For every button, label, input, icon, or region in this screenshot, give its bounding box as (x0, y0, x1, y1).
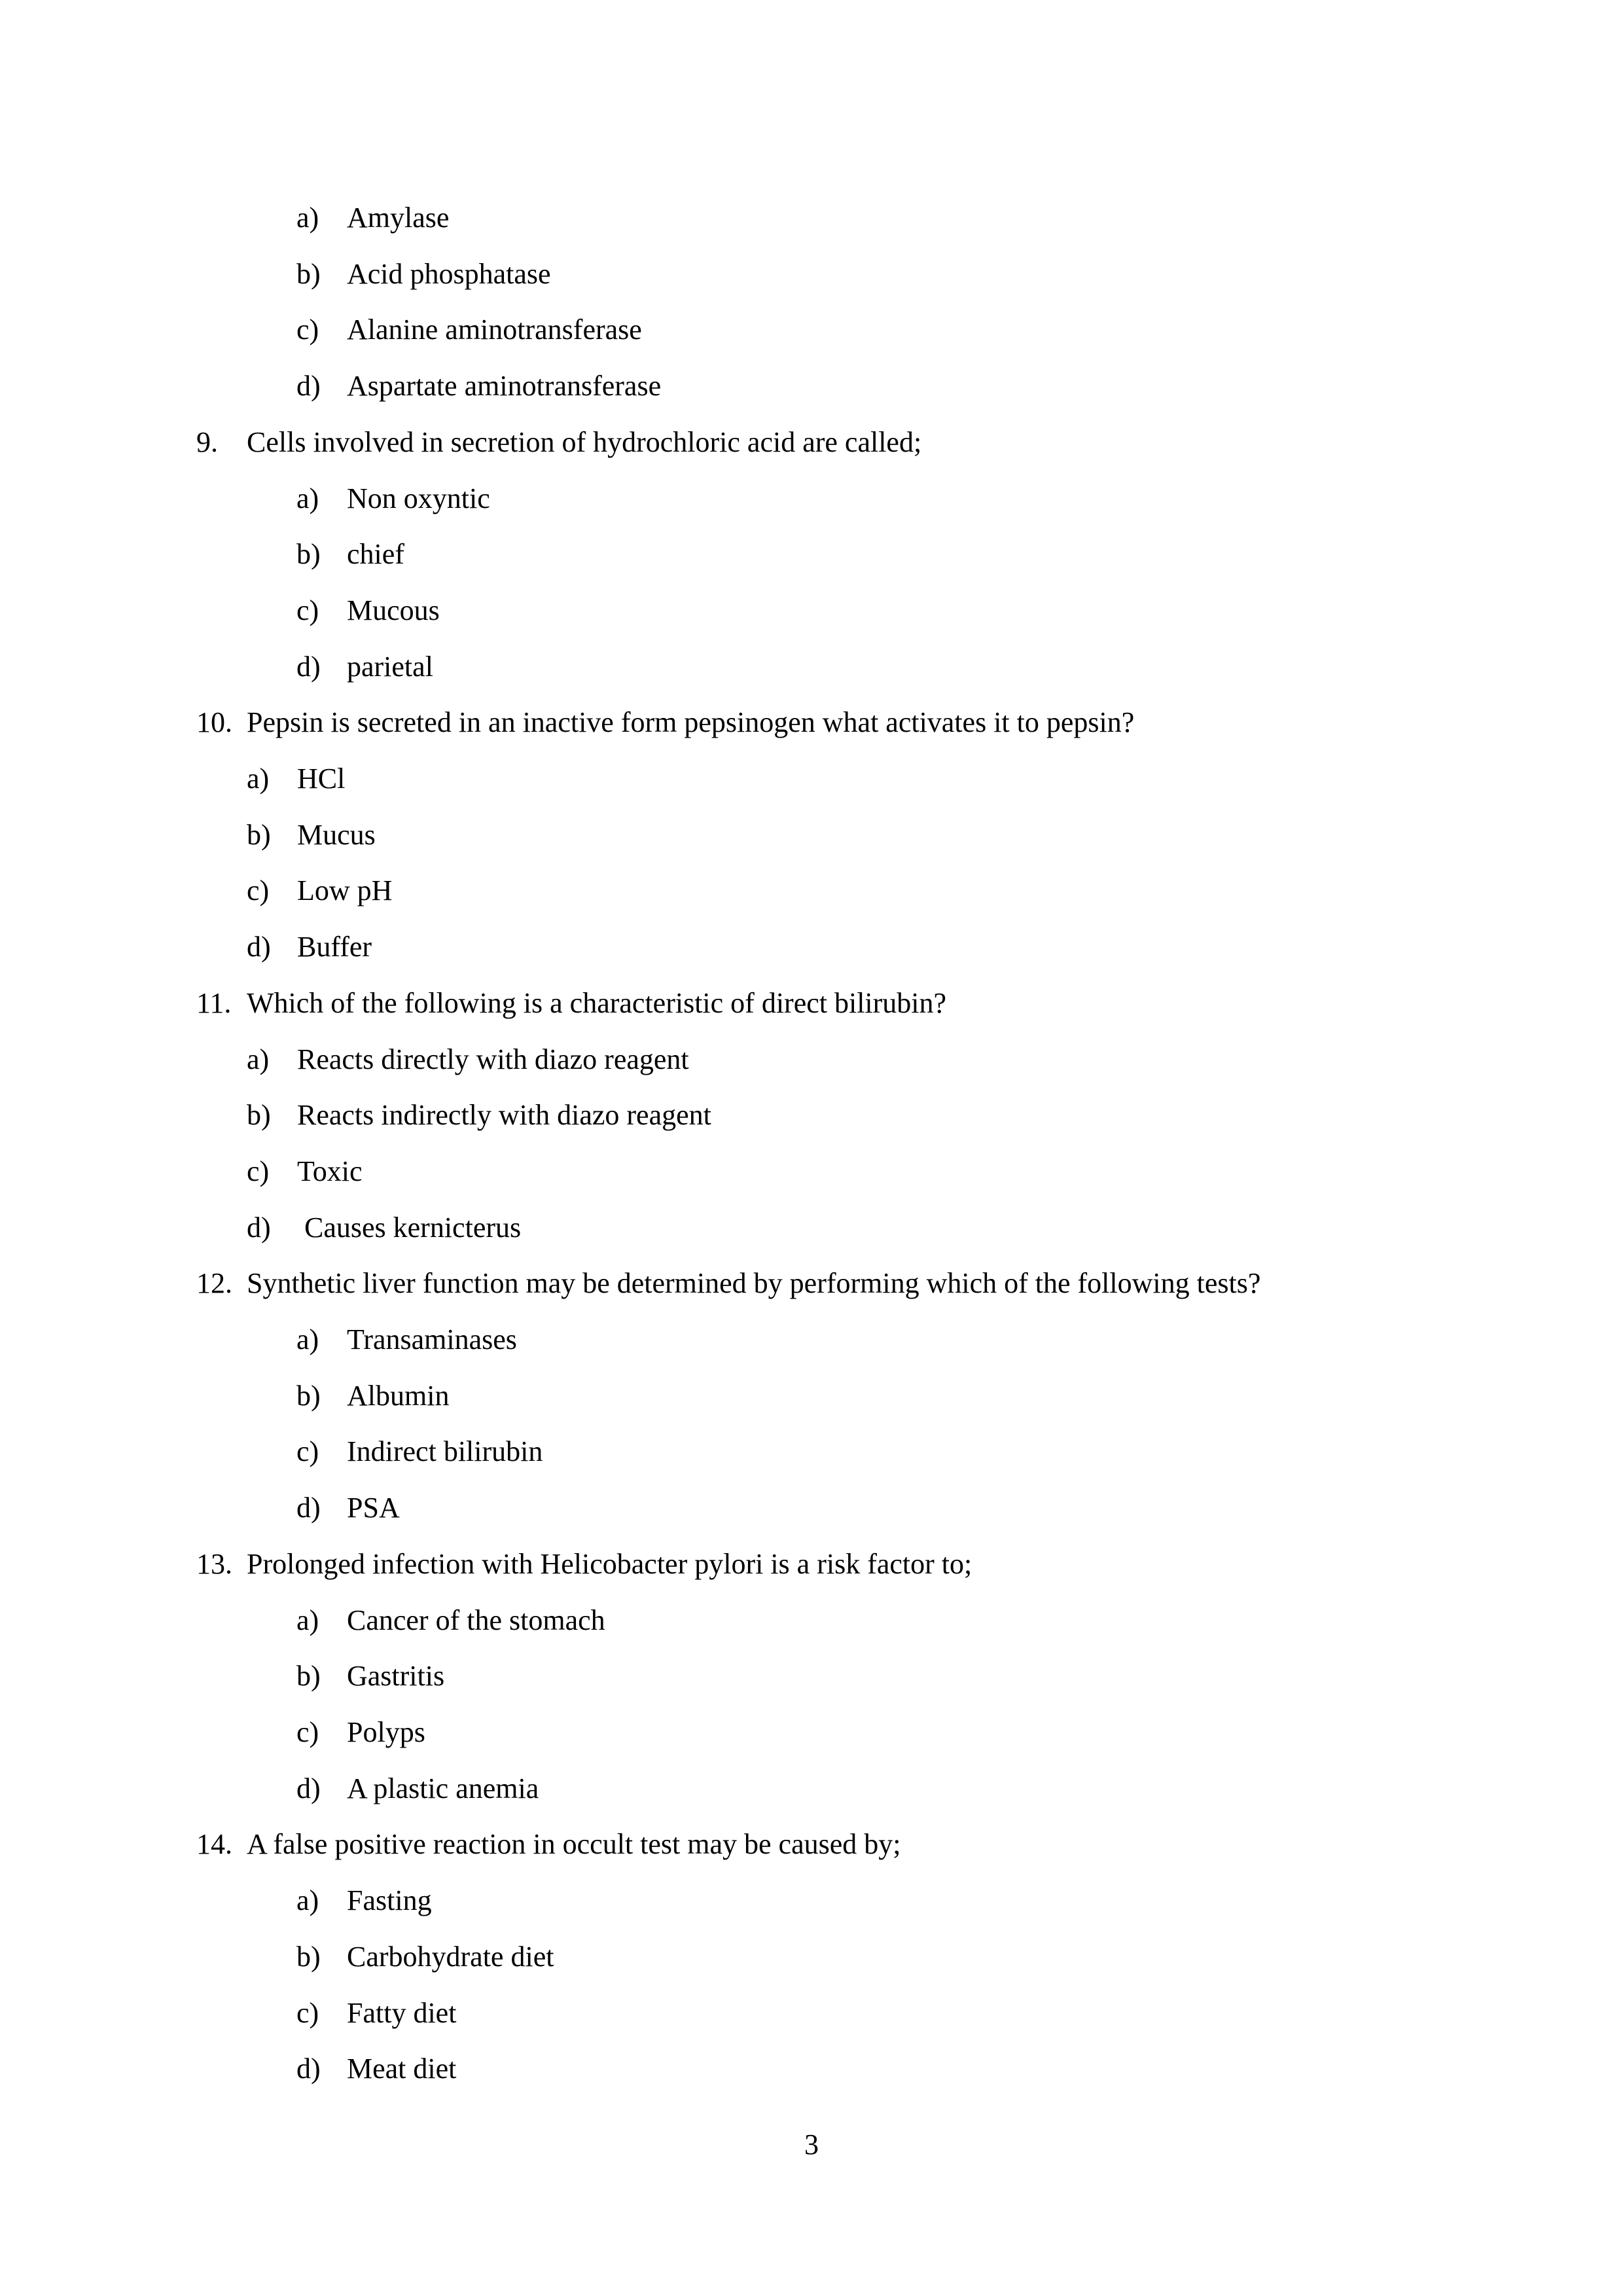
option-text: Mucous (347, 594, 440, 626)
option-row (0, 919, 1623, 975)
option-row (0, 751, 1623, 807)
option-text: Cancer of the stomach (347, 1604, 605, 1636)
option-text: Non oxyntic (347, 482, 490, 514)
option-letter: a) (296, 1604, 319, 1636)
option-row (0, 583, 1623, 639)
option-letter: b) (296, 1940, 321, 1973)
option-row (0, 1592, 1623, 1649)
option-letter: d) (296, 370, 321, 403)
option-row (0, 1761, 1623, 1817)
option-letter: c) (296, 1435, 319, 1468)
option-row (0, 246, 1623, 302)
option-row (0, 1031, 1623, 1088)
question-number: 14. (196, 1828, 232, 1861)
option-letter: c) (296, 314, 319, 346)
question-row (0, 975, 1623, 1031)
option-letter: c) (296, 1715, 319, 1748)
option-text: Buffer (297, 931, 372, 963)
option-letter: a) (296, 202, 319, 234)
option-text: chief (347, 538, 404, 571)
option-letter: b) (296, 257, 321, 290)
option-row (0, 1143, 1623, 1200)
option-text: Acid phosphatase (347, 257, 551, 290)
option-text: Meat diet (347, 2053, 457, 2085)
option-text: Carbohydrate diet (347, 1940, 554, 1973)
option-letter: b) (296, 1660, 321, 1693)
option-text: parietal (347, 650, 433, 683)
option-text: Amylase (347, 202, 450, 234)
option-text: Indirect bilirubin (347, 1435, 543, 1468)
option-letter: b) (296, 1379, 321, 1412)
option-row (0, 1929, 1623, 1985)
question-text: A false positive reaction in occult test may be caused by; (247, 1828, 901, 1861)
option-letter: c) (247, 1155, 270, 1187)
option-row (0, 1087, 1623, 1143)
option-row (0, 190, 1623, 246)
option-letter: b) (247, 1099, 271, 1132)
option-text: Mucus (297, 818, 376, 851)
option-row (0, 2041, 1623, 2097)
option-letter: d) (296, 2053, 321, 2085)
question-number: 9. (196, 425, 218, 458)
question-row (0, 1536, 1623, 1592)
option-text: Reacts indirectly with diazo reagent (297, 1099, 711, 1132)
option-row (0, 807, 1623, 863)
option-row (0, 1368, 1623, 1424)
option-text: A plastic anemia (347, 1772, 539, 1804)
option-text: Fasting (347, 1884, 432, 1917)
question-list (0, 190, 1623, 2097)
question-text: Synthetic liver function may be determined by performing which of the following tests? (247, 1267, 1261, 1300)
option-text: HCl (297, 762, 346, 795)
option-row (0, 1873, 1623, 1929)
option-row (0, 1648, 1623, 1704)
question-text: Which of the following is a characteristic of direct bilirubin? (247, 986, 947, 1019)
option-row (0, 302, 1623, 358)
option-row (0, 526, 1623, 583)
option-row (0, 358, 1623, 414)
option-row (0, 639, 1623, 695)
option-letter: d) (247, 1211, 271, 1244)
option-text: Polyps (347, 1715, 425, 1748)
question-text: Pepsin is secreted in an inactive form pepsinogen what activates it to pepsin? (247, 706, 1135, 739)
option-letter: d) (296, 1772, 321, 1804)
option-row (0, 1985, 1623, 2041)
option-letter: b) (296, 538, 321, 571)
option-letter: d) (296, 1492, 321, 1524)
question-number: 10. (196, 706, 232, 739)
option-letter: a) (296, 1323, 319, 1356)
option-letter: a) (247, 762, 270, 795)
option-letter: a) (296, 482, 319, 514)
option-letter: c) (247, 874, 270, 907)
option-text: Gastritis (347, 1660, 445, 1693)
option-row (0, 471, 1623, 527)
option-text: Reacts directly with diazo reagent (297, 1043, 689, 1075)
option-text: Aspartate aminotransferase (347, 370, 662, 403)
option-letter: d) (296, 650, 321, 683)
option-letter: a) (296, 1884, 319, 1917)
option-row (0, 1200, 1623, 1256)
question-number: 13. (196, 1547, 232, 1580)
question-row (0, 414, 1623, 471)
option-text: Albumin (347, 1379, 450, 1412)
option-row (0, 1312, 1623, 1368)
option-row (0, 863, 1623, 919)
option-text: Fatty diet (347, 1996, 457, 2029)
question-number: 11. (196, 986, 232, 1019)
option-text: Causes kernicterus (297, 1211, 522, 1244)
option-letter: b) (247, 818, 271, 851)
option-letter: d) (247, 931, 271, 963)
question-row (0, 1816, 1623, 1873)
question-text: Prolonged infection with Helicobacter pylori is a risk factor to; (247, 1547, 972, 1580)
option-text: Toxic (297, 1155, 363, 1187)
question-row (0, 1255, 1623, 1312)
option-text: Alanine aminotransferase (347, 314, 642, 346)
question-number: 12. (196, 1267, 232, 1300)
option-text: Low pH (297, 874, 393, 907)
question-row (0, 694, 1623, 751)
option-row (0, 1704, 1623, 1761)
question-text: Cells involved in secretion of hydrochloric acid are called; (247, 425, 922, 458)
option-letter: a) (247, 1043, 270, 1075)
page-number: 3 (804, 2128, 819, 2161)
page-footer (0, 2117, 1623, 2173)
option-letter: c) (296, 594, 319, 626)
option-row (0, 1480, 1623, 1536)
option-row (0, 1424, 1623, 1480)
option-letter: c) (296, 1996, 319, 2029)
option-text: Transaminases (347, 1323, 517, 1356)
option-text: PSA (347, 1492, 400, 1524)
